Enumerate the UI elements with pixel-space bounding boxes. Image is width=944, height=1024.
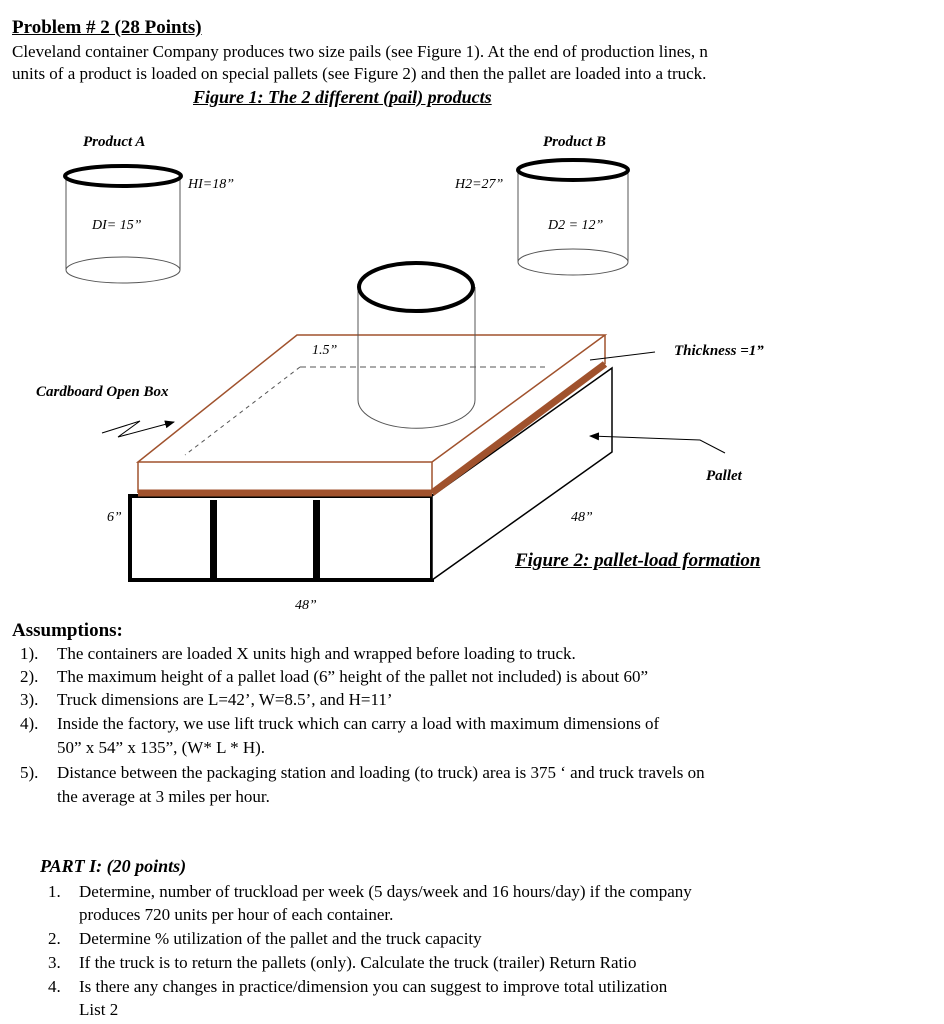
assumption-3-num: 3).: [20, 690, 39, 709]
pallet-height-label: 6”: [107, 510, 122, 525]
part1-heading: PART I: (20 points): [40, 856, 187, 876]
product-a-label: Product A: [83, 134, 146, 150]
assumption-5-text-cont: the average at 3 miles per hour.: [57, 787, 270, 806]
problem-heading: Problem # 2 (28 Points): [12, 17, 202, 38]
part1-q4-text: Is there any changes in practice/dimension you can suggest to improve total utilization: [79, 977, 668, 996]
assumption-1-num: 1).: [20, 644, 39, 663]
intro-line-2: units of a product is loaded on special pallets (see Figure 2) and then the pallet are loaded into a truck.: [12, 64, 707, 83]
depth-label: 48”: [571, 510, 593, 525]
part1-q1-text-cont: produces 720 units per hour of each container.: [79, 905, 394, 924]
gap-label: 1.5”: [312, 343, 338, 358]
figure1-title: Figure 1: The 2 different (pail) products: [193, 87, 492, 107]
assumption-5-num: 5).: [20, 763, 39, 782]
part1-q4-num: 4.: [48, 977, 61, 996]
pallet-label: Pallet: [706, 468, 742, 484]
part1-q4-text-cont: List 2: [79, 1000, 119, 1019]
product-a-diameter: DI= 15”: [92, 218, 142, 233]
part1-q2-num: 2.: [48, 929, 61, 948]
figure2-title: Figure 2: pallet-load formation: [515, 550, 761, 571]
assumption-4-num: 4).: [20, 714, 39, 733]
product-a-height: HI=18”: [188, 177, 235, 192]
assumptions-heading: Assumptions:: [12, 620, 123, 641]
intro-line-1: Cleveland container Company produces two size pails (see Figure 1). At the end of production lines, n: [12, 42, 708, 61]
pallet-slat-2: [313, 500, 320, 578]
assumption-2-text: The maximum height of a pallet load (6” height of the pallet not included) is about 60”: [57, 667, 649, 686]
assumption-4-text: Inside the factory, we use lift truck which can carry a load with maximum dimensions of: [57, 714, 660, 733]
assumption-3-text: Truck dimensions are L=42’, W=8.5’, and H=11’: [57, 690, 393, 709]
assumption-5-text: Distance between the packaging station and loading (to truck) area is 375 ‘ and truck travels on: [57, 763, 705, 782]
assumption-4-text-cont: 50” x 54” x 135”, (W* L * H).: [57, 738, 266, 757]
part1-q1-text: Determine, number of truckload per week (5 days/week and 16 hours/day) if the company: [79, 882, 692, 901]
part1-q1-num: 1.: [48, 882, 61, 901]
width-label: 48”: [295, 598, 317, 613]
center-pail: [358, 263, 475, 428]
cardboard-box-label: Cardboard Open Box: [36, 384, 169, 400]
product-b-height: H2=27”: [455, 177, 504, 192]
part1-q3-num: 3.: [48, 953, 61, 972]
assumption-1-text: The containers are loaded X units high and wrapped before loading to truck.: [57, 644, 576, 663]
pallet-slat-1: [210, 500, 217, 578]
product-b-label: Product B: [543, 134, 606, 150]
product-b-diameter: D2 = 12”: [548, 218, 604, 233]
part1-q2-text: Determine % utilization of the pallet and the truck capacity: [79, 929, 482, 948]
assumption-2-num: 2).: [20, 667, 39, 686]
part1-q3-text: If the truck is to return the pallets (only). Calculate the truck (trailer) Return Ratio: [79, 953, 637, 972]
pallet-base: [130, 368, 612, 580]
thickness-label: Thickness =1”: [674, 343, 764, 359]
